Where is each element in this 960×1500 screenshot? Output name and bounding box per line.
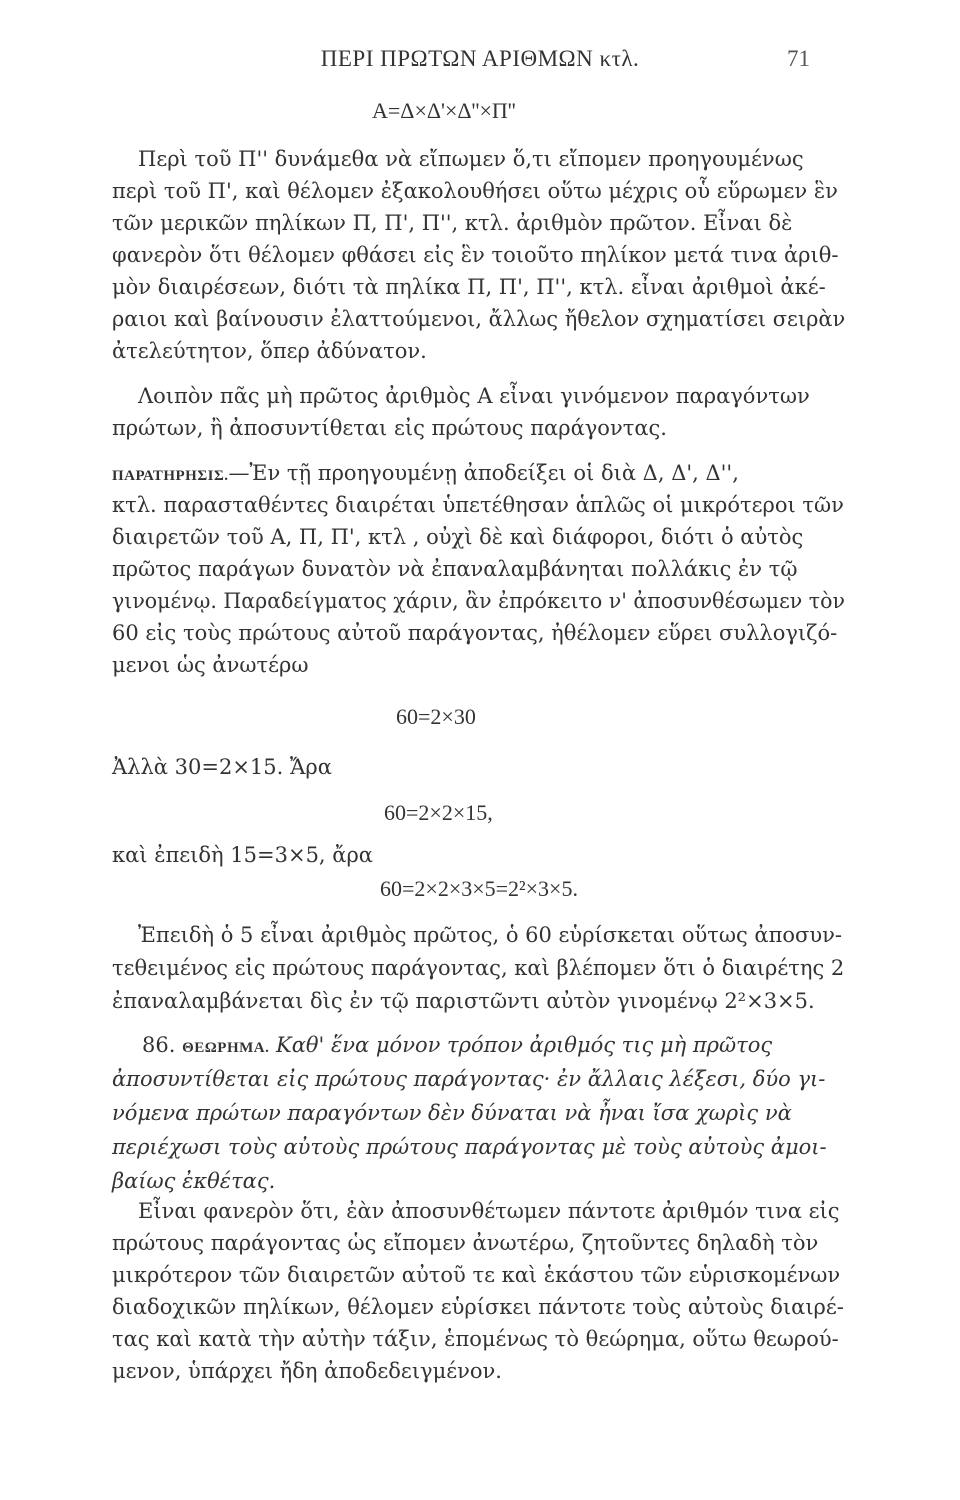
theorem-first-line	[142, 1032, 772, 1061]
remark-label: ΠΑΡΑΤΗΡΗΣΙΣ.	[112, 468, 229, 484]
paragraph3-line: ἐπαναλαμβάνεται δὶς ἐν τῷ παριστῶντι αὐτὸν γινομένῳ 2²×3×5.	[112, 989, 815, 1013]
paragraph1-line: φανερὸν ὅτι θέλομεν φθάσει εἰς ἓν τοιοῦτο πηλίκον μετά τινα ἀριθ-	[112, 243, 839, 267]
equation-60-2x30: 60=2×30	[396, 704, 476, 729]
text-kai-epeidi: καὶ ἐπειδὴ 15=3×5, ἄρα	[112, 843, 373, 867]
equation-top: Α=Δ×Δ'×Δ''×Π''	[372, 98, 516, 123]
running-header: ΠΕΡΙ ΠΡΩΤΩΝ ΑΡΙΘΜΩΝ κτλ.	[320, 46, 640, 71]
paragraph4-line: μενον, ὑπάρχει ἤδη ἀποδεδειγμένον.	[112, 1359, 502, 1383]
paragraph1-line: Περὶ τοῦ Π'' δυνάμεθα νὰ εἴπωμεν ὅ,τι εἴπομεν προηγουμένως	[138, 147, 804, 171]
paragraph1-line: ραιοι καὶ βαίνουσιν ἐλαττούμενοι, ἄλλως ἤθελον σχηματίσει σειρὰν	[112, 307, 846, 331]
paragraph4-line: Εἶναι φανερὸν ὅτι, ἐὰν ἀποσυνθέτωμεν πάντοτε ἀριθμόν τινα εἰς	[138, 1199, 840, 1223]
theorem-number: 86.	[142, 1033, 176, 1057]
remark-line: διαιρετῶν τοῦ Α, Π, Π', κτλ , οὐχὶ δὲ καὶ διάφοροι, διότι ὁ αὐτὸς	[112, 525, 804, 549]
paragraph1-line: ἀτελεύτητον, ὅπερ ἀδύνατον.	[112, 339, 427, 363]
remark-line: κτλ. παρασταθέντες διαιρέται ὑπετέθησαν ἁπλῶς οἱ μικρότεροι τῶν	[112, 493, 844, 517]
page-number: 71	[787, 46, 810, 71]
paragraph4-line: τας καὶ κατὰ τὴν αὐτὴν τάξιν, ἑπομένως τὸ θεώρημα, οὕτω θεωρού-	[112, 1327, 839, 1351]
paragraph1-line: μὸν διαιρέσεων, διότι τὰ πηλίκα Π, Π', Π'', κτλ. εἶναι ἀριθμοὶ ἀκέ-	[112, 275, 826, 299]
remark-line: 60 εἰς τοὺς πρώτους αὐτοῦ παράγοντας, ἠθέλομεν εὕρει συλλογιζό-	[112, 621, 838, 645]
remark-line: πρῶτος παράγων δυνατὸν νὰ ἐπαναλαμβάνηται πολλάκις ἐν τῷ	[112, 557, 798, 581]
paragraph2-line: πρώτων, ἢ ἀποσυντίθεται εἰς πρώτους παράγοντας.	[112, 416, 667, 440]
theorem-line: βαίως ἐκθέτας.	[112, 1169, 276, 1193]
paragraph4-line: μικρότερον τῶν διαιρετῶν αὐτοῦ τε καὶ ἑκάστου τῶν εὑρισκομένων	[112, 1263, 841, 1287]
equation-60-2x2x15: 60=2×2×15,	[384, 800, 493, 825]
theorem-line: ἀποσυντίθεται εἰς πρώτους παράγοντας· ἐν ἄλλαις λέξεσι, δύο γι-	[112, 1067, 826, 1091]
remark-line: μενοι ὡς ἀνωτέρω	[112, 653, 309, 677]
theorem-label: ΘΕΩΡΗΜΑ.	[182, 1040, 270, 1056]
equation-60-factored: 60=2×2×3×5=2²×3×5.	[380, 876, 578, 901]
paragraph4-line: πρώτους παράγοντας ὡς εἴπομεν ἀνωτέρω, ζητοῦντες δηλαδὴ τὸν	[112, 1231, 819, 1255]
remark-line: γινομένῳ. Παραδείγματος χάριν, ἂν ἐπρόκειτο ν' ἀποσυνθέσωμεν τὸν	[112, 589, 845, 613]
paragraph3-line: Ἐπειδὴ ὁ 5 εἶναι ἀριθμὸς πρῶτος, ὁ 60 εὑρίσκεται οὕτως ἀποσυν-	[138, 923, 842, 947]
text-alla: Ἀλλὰ 30=2×15. Ἄρα	[112, 755, 332, 779]
theorem-line: νόμενα πρώτων παραγόντων δὲν δύναται νὰ ἦναι ἴσα χωρὶς νὰ	[112, 1101, 792, 1125]
paragraph1-line: τῶν μερικῶν πηλίκων Π, Π', Π'', κτλ. ἀριθμὸν πρῶτον. Εἶναι δὲ	[112, 211, 793, 235]
theorem-line: περιέχωσι τοὺς αὐτοὺς πρώτους παράγοντας μὲ τοὺς αὐτοὺς ἀμοι-	[112, 1135, 827, 1159]
remark-first-line	[112, 460, 739, 489]
paragraph1-line: περὶ τοῦ Π', καὶ θέλομεν ἐξακολουθήσει οὕτω μέχρις οὗ εὕρωμεν ἓν	[112, 179, 838, 203]
theorem-first-text: Καθ' ἕνα μόνον τρόπον ἀριθμός τις μὴ πρῶτος	[276, 1033, 773, 1057]
paragraph4-line: διαδοχικῶν πηλίκων, θέλομεν εὑρίσκει πάντοτε τοὺς αὐτοὺς διαιρέ-	[112, 1295, 844, 1319]
paragraph2-line: Λοιπὸν πᾶς μὴ πρῶτος ἀριθμὸς Α εἶναι γινόμενον παραγόντων	[138, 384, 810, 408]
remark-first-text: —Ἐν τῇ προηγουμένῃ ἀποδείξει οἱ διὰ Δ, Δ', Δ'',	[228, 461, 739, 485]
paragraph3-line: τεθειμένος εἰς πρώτους παράγοντας, καὶ βλέπομεν ὅτι ὁ διαιρέτης 2	[112, 956, 845, 980]
